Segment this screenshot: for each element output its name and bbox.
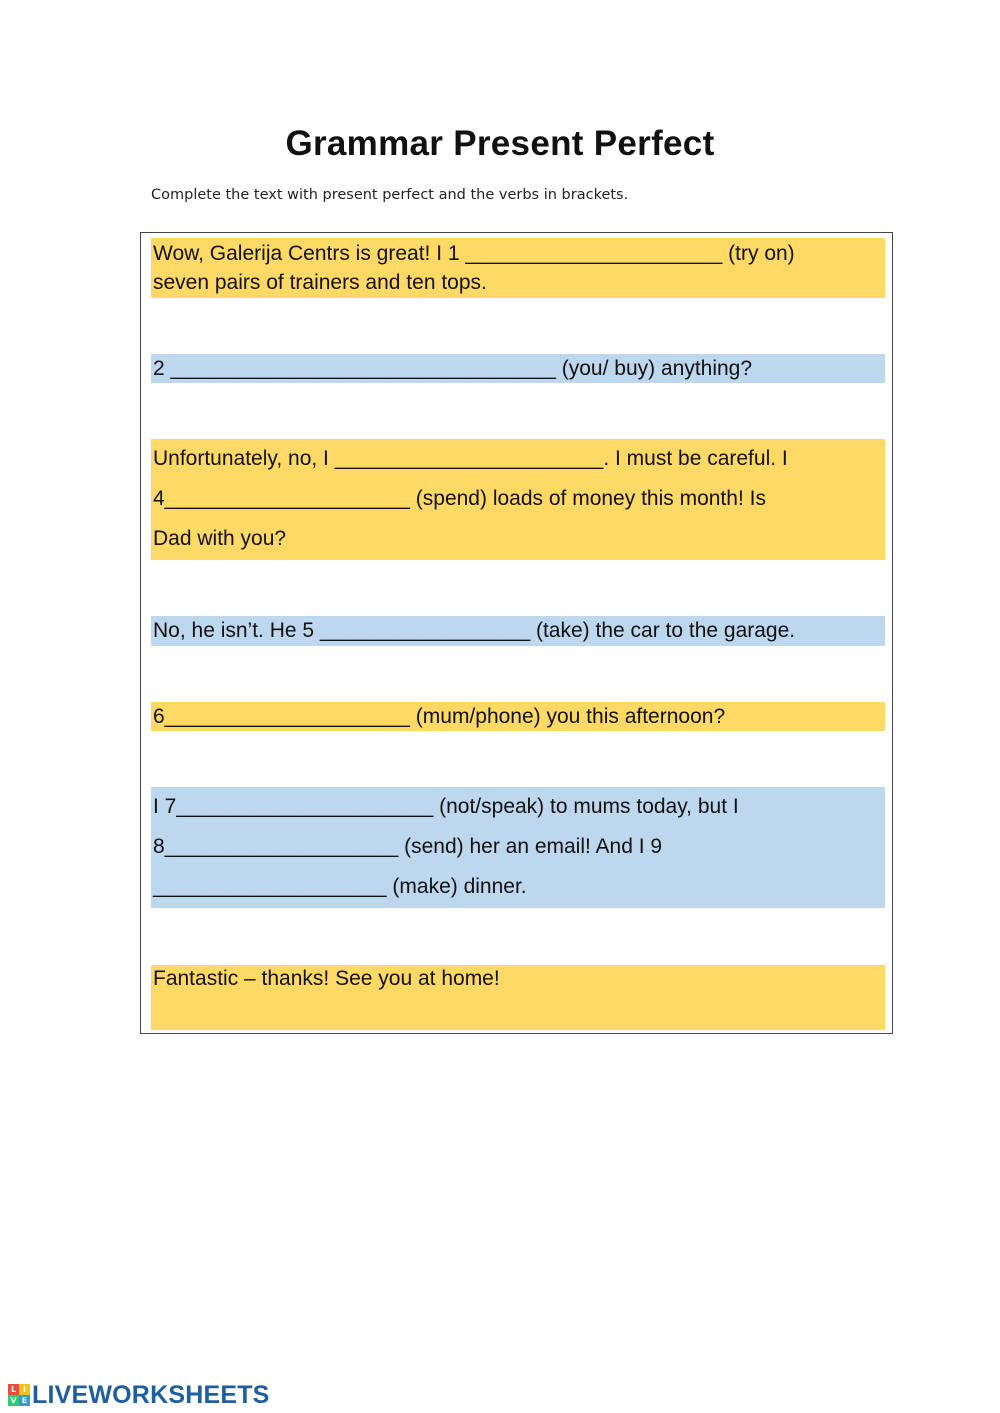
dialogue-block-7 — [151, 965, 885, 1030]
dialogue-line: Wow, Galerija Centrs is great! I 1 ______________________ (try on) — [153, 242, 795, 265]
dialogue-line: ____________________ (make) dinner. — [153, 875, 527, 898]
dialogue-block-2 — [151, 354, 885, 383]
dialogue-line: 6_____________________ (mum/phone) you this afternoon? — [153, 705, 726, 728]
dialogue-block-6 — [151, 787, 885, 908]
dialogue-line: Fantastic – thanks! See you at home! — [153, 967, 500, 990]
dialogue-line: 8____________________ (send) her an email! And I 9 — [153, 835, 663, 858]
dialogue-line: Dad with you? — [153, 527, 287, 550]
logo-text: LIVEWORKSHEETS — [32, 1380, 270, 1409]
logo-icon-tile: V — [8, 1395, 19, 1406]
dialogue-line: No, he isn’t. He 5 __________________ (take) the car to the garage. — [153, 619, 796, 642]
dialogue-line: Unfortunately, no, I _______________________. I must be careful. I — [153, 447, 788, 470]
dialogue-line: I 7______________________ (not/speak) to mums today, but I — [153, 795, 739, 818]
dialogue-line: 2 _________________________________ (you/ buy) anything? — [153, 357, 753, 380]
dialogue-block-3 — [151, 439, 885, 560]
dialogue-block-5 — [151, 702, 885, 731]
liveworksheets-logo[interactable] — [8, 1380, 270, 1410]
logo-icon-tile: I — [19, 1384, 30, 1395]
logo-icon-tile: E — [19, 1395, 30, 1406]
dialogue-block-4 — [151, 616, 885, 646]
dialogue-line: 4_____________________ (spend) loads of money this month! Is — [153, 487, 766, 510]
page-title: Grammar Present Perfect — [285, 124, 715, 163]
dialogue-block-1 — [151, 238, 885, 298]
dialogue-line: seven pairs of trainers and ten tops. — [153, 271, 487, 294]
instructions: Complete the text with present perfect and the verbs in brackets. — [151, 187, 629, 203]
logo-icon-tile: L — [8, 1384, 19, 1395]
liveworksheets-logo-icon — [8, 1384, 30, 1406]
